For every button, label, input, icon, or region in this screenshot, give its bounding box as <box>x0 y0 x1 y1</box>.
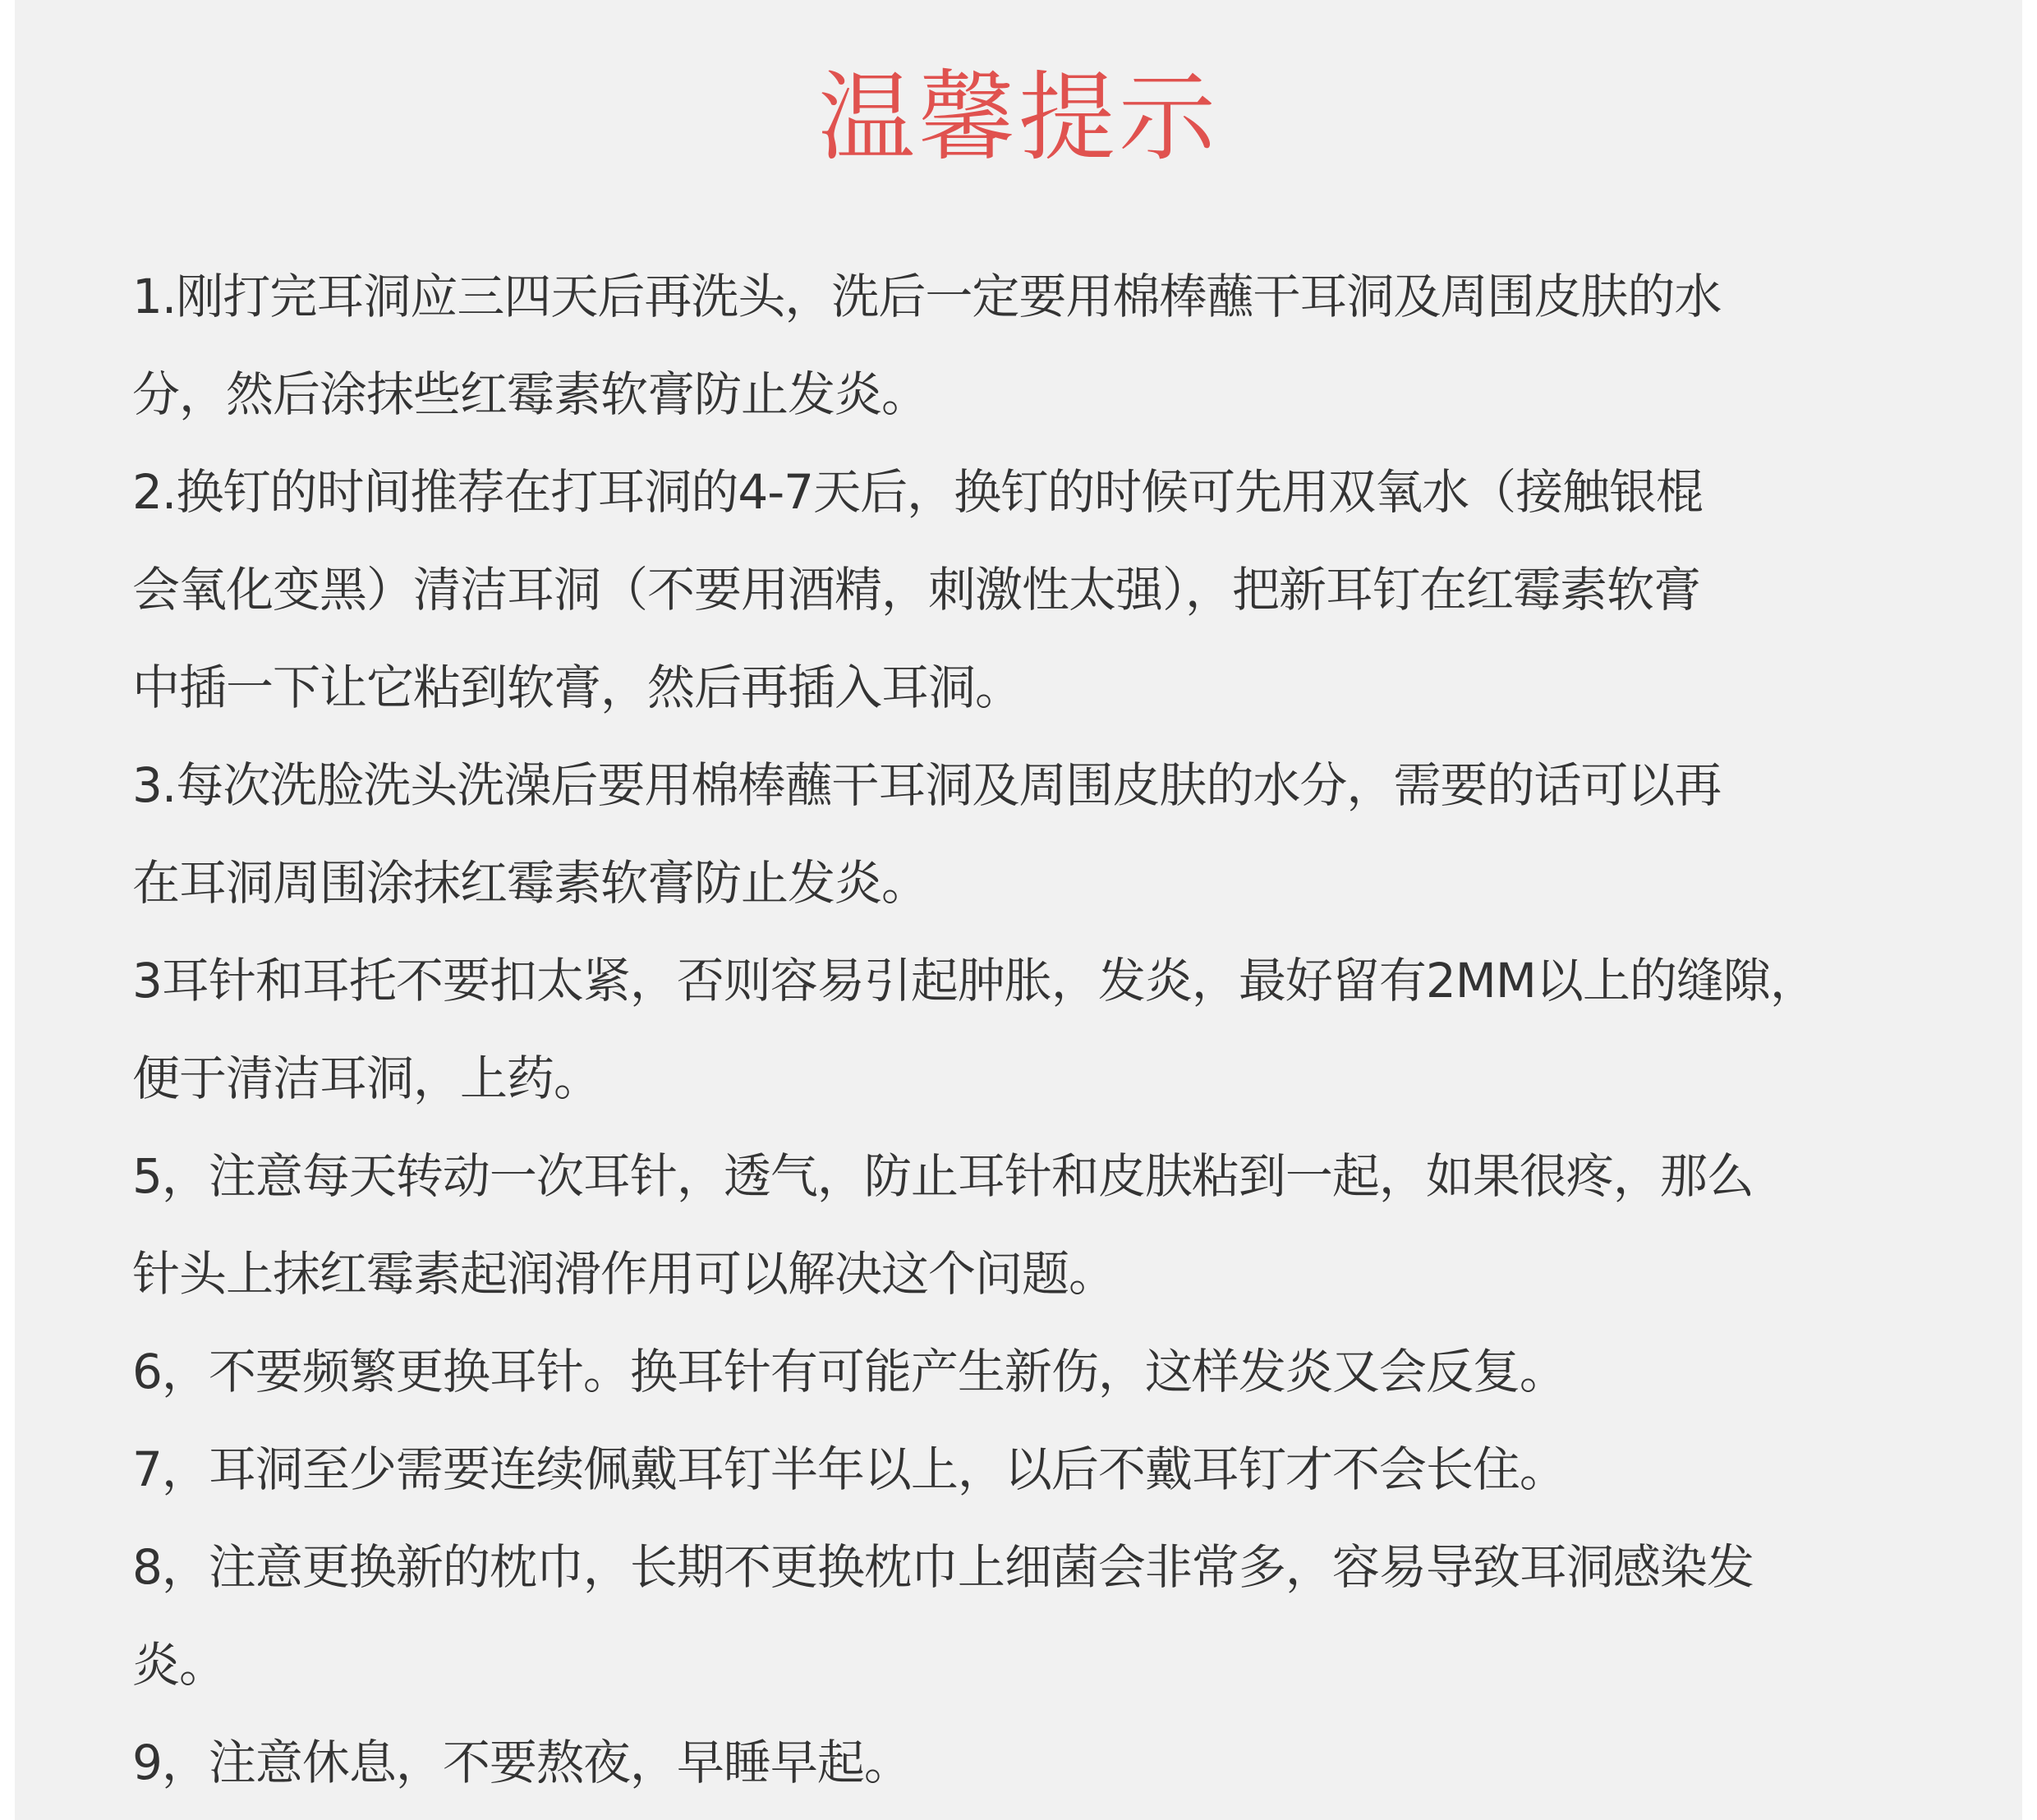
tip-item: 6，不要频繁更换耳针。换耳针有可能产生新伤，这样发炎又会反复。 <box>132 1344 1566 1399</box>
tip-item: 3.每次洗脸洗头洗澡后要用棉棒蘸干耳洞及周围皮肤的水分，需要的话可以再 在耳洞周围涂抹红霉素软膏防止发炎。 <box>132 757 1722 911</box>
tip-item: 1.刚打完耳洞应三四天后再洗头，洗后一定要用棉棒蘸干耳洞及周围皮肤的水 分，然后涂抹些红霉素软膏防止发炎。 <box>132 269 1722 422</box>
tip-item: 3耳针和耳托不要扣太紧，否则容易引起肿胀，发炎，最好留有2MM以上的缝隙， 便于清洁耳洞，上药。 <box>132 953 1817 1106</box>
tip-item: 8，注意更换新的枕巾，长期不更换枕巾上细菌会非常多，容易导致耳洞感染发 炎。 <box>132 1539 1754 1693</box>
notice-page <box>15 0 2022 1820</box>
page-title: 温馨提示 <box>817 61 1219 174</box>
tip-item: 5，注意每天转动一次耳针，透气，防止耳针和皮肤粘到一起，如果很疼，那么 针头上抹红霉素起润滑作用可以解决这个问题。 <box>132 1148 1754 1302</box>
tip-item: 2.换钉的时间推荐在打耳洞的4-7天后，换钉的时候可先用双氧水（接触银棍 会氧化变黑）清洁耳洞（不要用酒精，刺激性太强），把新耳钉在红霉素软膏 中插一下让它粘到软膏，然后再插入耳洞。 <box>132 464 1704 715</box>
tip-item: 9，注意休息，不要熬夜，早睡早起。 <box>132 1735 911 1790</box>
tip-item: 7，耳洞至少需要连续佩戴耳钉半年以上，以后不戴耳钉才不会长住。 <box>132 1441 1566 1497</box>
tips-list <box>132 248 2021 1812</box>
